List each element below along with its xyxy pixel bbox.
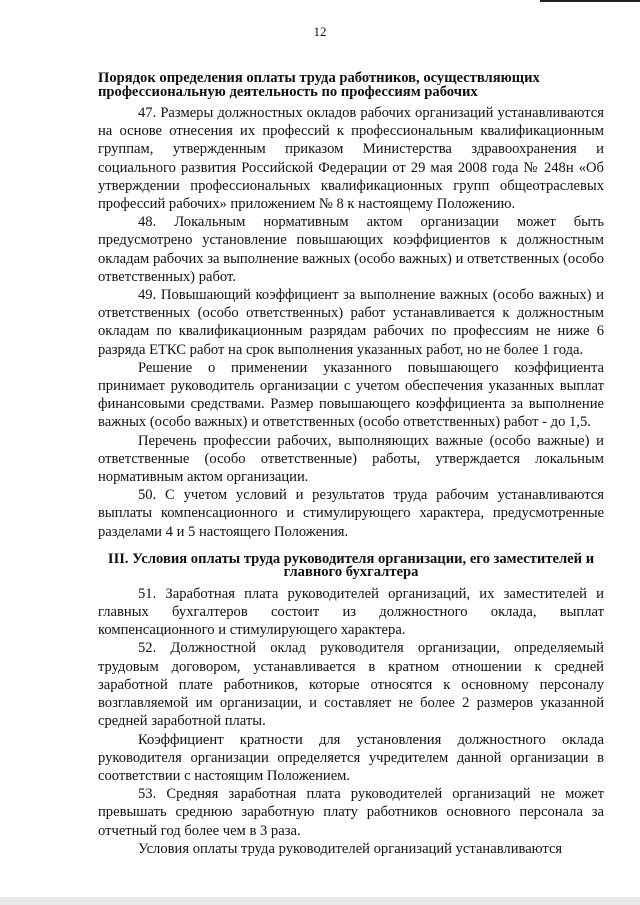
paragraph-47: 47. Размеры должностных окладов рабочих организаций устанавливаются на основе отнесения их профессий к профессиональным квалификационным группам, утвержденным приказом Министерства здравоохранения и социального развития Российской Федерации от 29 мая 2008 года № 248н «Об утверждении профессиональных квалификационных групп общеотраслевых профессий рабочих» приложением № 8 к настоящему Положению.	[98, 105, 604, 213]
paragraph-53: 53. Средняя заработная плата руководителей организаций не может превышать среднюю заработную плату работников основного персонала за отчетный год более чем в 3 раза.	[98, 786, 604, 839]
paragraph-49-decision: Решение о применении указанного повышающего коэффициента принимает руководитель организации с учетом обеспечения указанных выплат финансовыми средствами. Размер повышающего коэффициента за выполнение важных (особо важных) и ответственных (особо ответственных) работ - до 1,5.	[98, 359, 604, 431]
paragraph-49-list: Перечень профессии рабочих, выполняющих важные (особо важные) и ответственные (особо ответственные) работы, утверждается локальным нормативным актом организации.	[98, 432, 604, 486]
section-heading-director-pay: III. Условия оплаты труда руководителя организации, его заместителей и главного бухгалтера	[107, 550, 595, 581]
paragraph-52: 52. Должностной оклад руководителя организации, определяемый трудовым договором, устанавливается в кратном отношении к средней заработной плате работников, которые относятся к основному персоналу возглавляемой им организации, и составляет не более 2 размеров указанной средней заработной платы.	[98, 640, 604, 730]
paragraph-52-coefficient: Коэффициент кратности для установления должностного оклада руководителя организации определяется учредителем данной организации в соответствии с настоящим Положением.	[98, 731, 604, 784]
page-bottom-edge	[0, 897, 640, 905]
section-heading-workers-pay: Порядок определения оплаты труда работников, осуществляющих профессиональную деятельность по профессиям рабочих	[98, 70, 540, 100]
top-edge-rule	[540, 0, 640, 2]
paragraph-50: 50. С учетом условий и результатов труда рабочим устанавливаются выплаты компенсационного и стимулирующего характера, предусмотренные разделами 4 и 5 настоящего Положения.	[98, 487, 604, 540]
document-body	[98, 60, 604, 858]
paragraph-48: 48. Локальным нормативным актом организации может быть предусмотрено установление повышающих коэффициентов к должностным окладам рабочих за выполнение важных (особо важных) и ответственных (особо ответственных) работ.	[98, 214, 604, 285]
page-number: 12	[313, 24, 327, 39]
paragraph-53-conditions: Условия оплаты труда руководителей организаций устанавливаются	[138, 840, 563, 857]
paragraph-51: 51. Заработная плата руководителей организаций, их заместителей и главных бухгалтеров состоит из должностного оклада, выплат компенсационного и стимулирующего характера.	[98, 585, 604, 639]
paragraph-49: 49. Повышающий коэффициент за выполнение важных (особо важных) и ответственных (особо ответственных) работ устанавливается к должностным окладам по квалификационным разрядам рабочих по профессиям не ниже 6 разряда ЕТКС работ на срок выполнения указанных работ, но не более 1 года.	[98, 287, 604, 358]
